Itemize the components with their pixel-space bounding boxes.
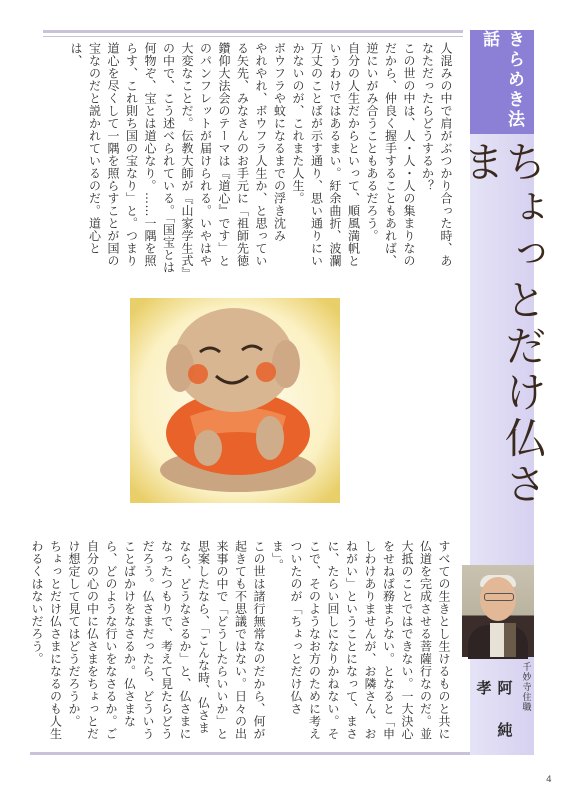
article-title: ちょっとだけ仏さま [457,140,548,508]
article-title-box [457,140,548,540]
bottom-rule [30,752,470,755]
article-body-bottom [30,540,453,745]
paragraph: ちょっとだけ仏さまになるのも人生わるくはないだろう。 [30,540,63,740]
series-label-box [470,30,534,134]
series-label: きらめき法話 [479,30,524,130]
paragraph: この世の中は、人・人・人の集まりなのだから、仲良く握手することもあれば、逆にいがみ合うこともあるだろう。 [365,42,416,267]
paragraph: すべての生きとし生けるものと共に仏道を完成させる菩薩行なのだ。並大抵のことではできない。一大決心をせねば務まらない。となると「申しわけありませんが、お隣さん、おねがい」ということになって、まさに、たらい回しになりかねない。そこで、そのようなお方のために考えついたのが「ちょっとだけ仏さま」。 [270,540,451,740]
paragraph: ボウフラや蚊になるまでの浮き沈み [272,42,287,242]
top-rule [43,30,463,33]
author-name: 阿 純孝 [474,680,514,743]
paragraph: この世は諸行無常なのだから、何が起きても不思議ではない。日々の出来事の中で「どうしたらいいか」と思案したなら、「こんな時、仏さまなら、どうなさるか」と、仏さまになったつもりで、考えて見たらどうだろう。仏さまだったら、どういうことばかけをなさるか。仏さまなら、どのような行いをなさるか。ご自分の心の中に仏さまをちょっとだけ想定して見てはどうだろうか。 [67,540,266,740]
author-role: 千妙寺住職 [520,662,531,712]
top-rule-thin [43,36,463,37]
paragraph: 自分の人生だからといって、順風満帆というわけではあるまい。紆余曲折、波瀾万丈のことばが示す通り、思い通りにいかないのが、これまた人生。 [291,42,361,267]
author-photo [462,565,534,657]
page-number: 4 [546,775,552,785]
author-byline [474,662,531,747]
jizo-illustration [130,298,340,503]
article-body-top [60,42,455,274]
paragraph: やれやれ、ボウフラ人生か、と思っている矢先、みなさんのお手元に「祖師先徳鑽仰大法会のテーマは『道心』です」とのパンフレットが届けられる。いやはや大変なことだ。伝教大師が『山家学生式』の中で、こう述べられている。「国宝とは何物ぞ、宝とは道心なり。……一隅を照らす、これ則ち国の宝なり」と。つまり道心を尽くして一隅を照らすことが国の宝なのだと説かれているのだ。道心とは、 [69,42,268,274]
paragraph: 人混みの中で肩がぶつかり合った時、あなただったらどうするか？ [420,42,453,267]
